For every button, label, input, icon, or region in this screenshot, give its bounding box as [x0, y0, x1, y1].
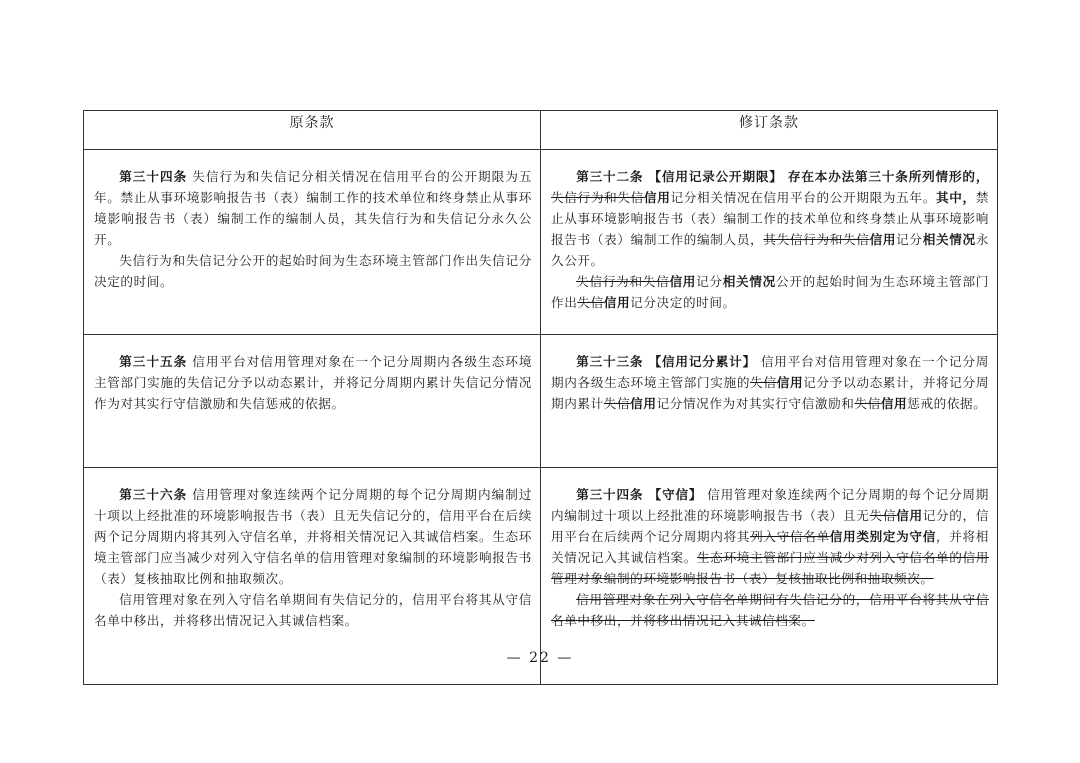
original-clause-cell	[84, 150, 541, 335]
clause-paragraph	[551, 166, 989, 271]
article-heading: 第三十二条 【信用记录公开期限】	[576, 169, 783, 184]
clause-text: 永久公开。	[551, 232, 990, 268]
clause-text: 信用平台对信用管理对象在一个记分周期内各级生态环境主管部门实施的失信记分予以动态累计，并将记分周期内累计失信记分情况作为对其实行守信激励和失信惩戒的依据。	[94, 354, 533, 411]
clause-text: 失信行为和失信记分公开的起始时间为生态环境主管部门作出失信记分决定的时间。	[94, 253, 532, 289]
clause-text: 记分决定的时间。	[630, 295, 736, 310]
clause-paragraph	[551, 271, 989, 313]
clause-text: 记分	[896, 232, 923, 247]
clause-text: 惩戒的依据。	[907, 396, 987, 411]
header-revised: 修订条款	[541, 111, 998, 150]
deleted-text: 失信行为和失信	[551, 190, 644, 205]
comparison-table	[83, 110, 998, 685]
inserted-text: 存在本办法第三十条所列情形的，	[782, 169, 990, 184]
clause-text: 信用管理对象在列入守信名单期间有失信记分的，信用平台将其从守信名单中移出，并将移出情况记入其诚信档案。	[94, 592, 532, 628]
inserted-text: 信用	[869, 232, 897, 247]
deleted-text: 其失信行为和失信	[763, 232, 870, 247]
inserted-text: 相关情况	[722, 274, 776, 289]
inserted-text: 信用	[896, 508, 923, 523]
clause-paragraph	[94, 166, 532, 250]
revised-clause-cell	[541, 335, 998, 468]
header-original: 原条款	[84, 111, 541, 150]
clause-paragraph	[551, 589, 989, 631]
clause-paragraph	[94, 250, 532, 292]
inserted-text: 信用	[630, 396, 657, 411]
clause-text: 信用管理对象连续两个记分周期的每个记分周期内编制过十项以上经批准的环境影响报告书（表）且无失信记分的，信用平台在后续两个记分周期内将其列入守信名单，并将相关情况记入其诚信档案。生态环境主管部门应当减少对列入守信名单的信用管理对象编制的环境影响报告书（表）复核抽取比例和抽取频次。	[94, 487, 533, 586]
clause-text: 记分情况作为对其实行守信激励和	[656, 396, 855, 411]
clause-text: 记分相关情况在信用平台的公开期限为五年。	[670, 190, 936, 205]
deleted-text: 列入守信名单	[750, 529, 830, 544]
inserted-text: 信用	[880, 396, 908, 411]
clause-text: 记分予以动态累计，并将记分周期内累计	[551, 375, 990, 411]
inserted-text: 其中，	[935, 190, 976, 205]
table-header-row	[84, 111, 998, 150]
clause-text: 公开的起始时间为生态环境主管部门作出	[551, 274, 989, 310]
article-heading: 第三十四条	[119, 169, 188, 184]
clause-text: 信用平台对信用管理对象在一个记分周期内各级生态环境主管部门实施的	[551, 354, 989, 390]
article-heading: 第三十五条	[119, 354, 188, 369]
clause-text: 禁止从事环境影响报告书（表）编制工作的技术单位和终身禁止从事环境影响报告书（表）编制工作的编制人员，	[551, 190, 990, 247]
inserted-text: 相关情况	[922, 232, 976, 247]
clause-text: ，并将相关情况记入其诚信档案。	[551, 529, 990, 565]
article-heading: 第三十四条 【守信】	[576, 487, 703, 502]
clause-paragraph	[94, 351, 532, 414]
inserted-text: 信用类别定为守信	[829, 529, 936, 544]
revised-clause-cell	[541, 150, 998, 335]
deleted-text: 失信	[577, 295, 604, 310]
table-row	[84, 335, 998, 468]
clause-text: 失信行为和失信记分相关情况在信用平台的公开期限为五年。禁止从事环境影响报告书（表）编制工作的技术单位和终身禁止从事环境影响报告书（表）编制工作的编制人员，其失信行为和失信记分永久公开。	[94, 169, 533, 247]
inserted-text: 信用	[669, 274, 697, 289]
page-number: — 22 —	[506, 650, 574, 666]
article-heading: 第三十六条	[119, 487, 188, 502]
clause-paragraph	[94, 484, 532, 589]
deleted-text: 失信	[869, 508, 897, 523]
inserted-text: 信用	[603, 295, 631, 310]
article-heading: 第三十三条 【信用记分累计】	[576, 354, 757, 369]
original-clause-cell	[84, 335, 541, 468]
deleted-text: 信用管理对象在列入守信名单期间有失信记分的，信用平台将其从守信名单中移出，并将移出情况记入其诚信档案。	[551, 592, 989, 628]
deleted-text: 失信行为和失信	[576, 274, 670, 289]
clause-paragraph	[551, 484, 989, 589]
deleted-text: 失信	[603, 396, 631, 411]
table-row	[84, 150, 998, 335]
clause-text: 记分	[696, 274, 723, 289]
clause-paragraph	[551, 351, 989, 414]
inserted-text: 信用	[776, 375, 804, 390]
clause-text: 信用管理对象连续两个记分周期的每个记分周期内编制过十项以上经批准的环境影响报告书（表）且无	[551, 487, 990, 523]
deleted-text: 失信	[750, 375, 777, 390]
inserted-text: 信用	[643, 190, 671, 205]
clause-paragraph	[94, 589, 532, 631]
deleted-text: 生态环境主管部门应当减少对列入守信名单的信用管理对象编制的环境影响报告书（表）复核抽取比例和抽取频次。	[551, 550, 989, 586]
deleted-text: 失信	[854, 396, 881, 411]
clause-text: 记分的，信用平台在后续两个记分周期内将其	[551, 508, 990, 544]
